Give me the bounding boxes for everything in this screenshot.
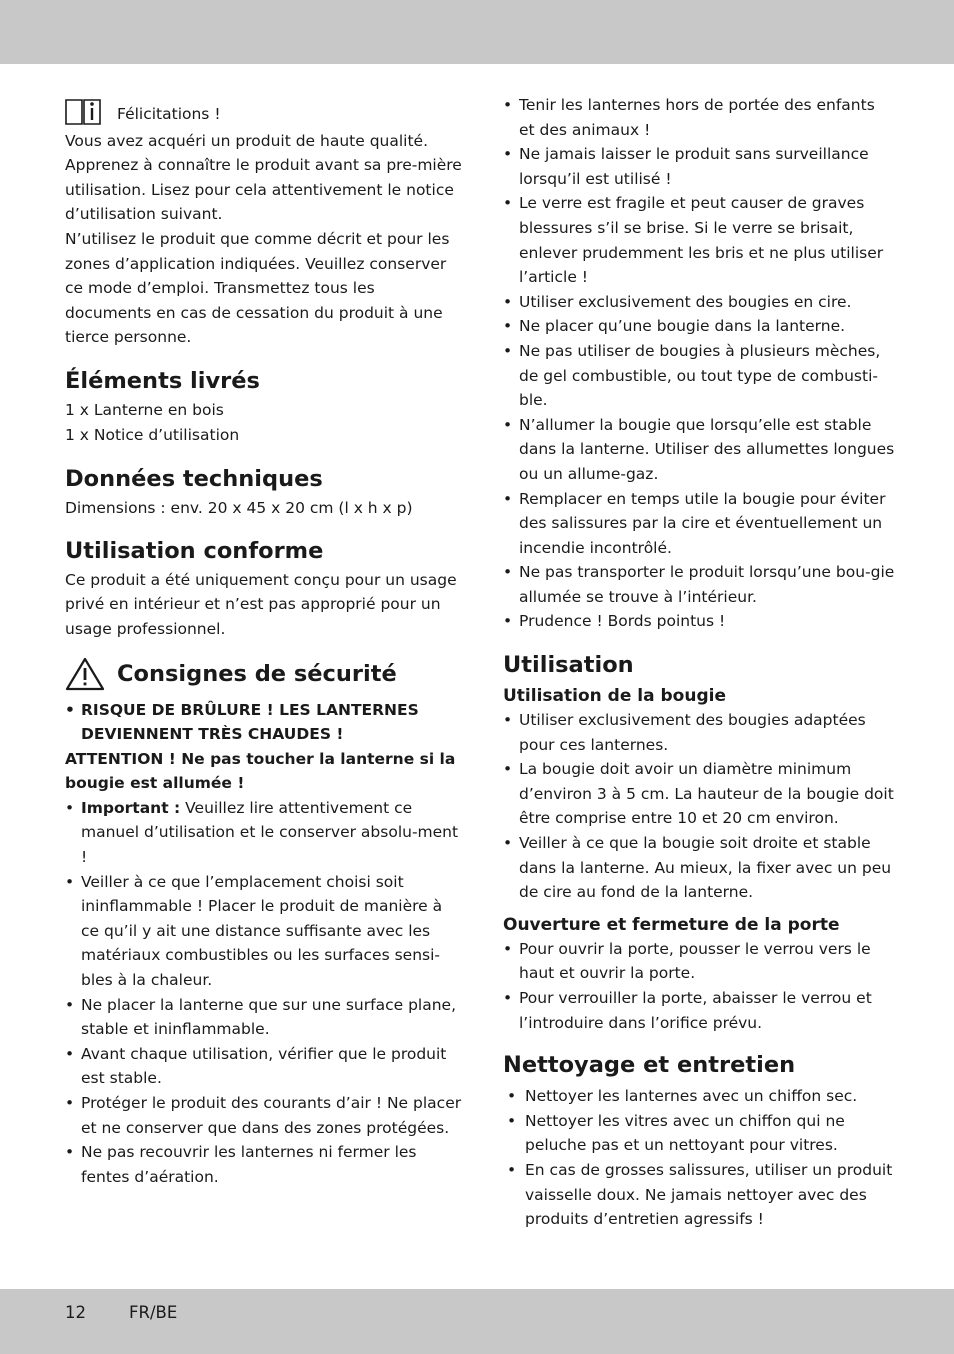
technical-title: Données techniques [65, 466, 323, 493]
safety-item: • Ne jamais laisser le produit sans surveillance lorsqu’il est utilisé ! [503, 142, 895, 191]
door-item: • Pour verrouiller la porte, abaisser le verrou et l’introduire dans l’orifice prévu. [503, 986, 895, 1035]
language-code: FR/BE [129, 1303, 178, 1322]
door-subtitle: Ouverture et fermeture de la porte [503, 914, 840, 935]
cleaning-item: • Nettoyer les lanternes avec un chiffon sec. [503, 1084, 895, 1109]
cleaning-title: Nettoyage et entretien [503, 1052, 796, 1079]
safety-list-left [65, 796, 465, 1190]
safety-item: • Remplacer en temps utile la bougie pour éviter des salissures par la cire et éventuellement un incendie incontrôlé. [503, 487, 895, 561]
safety-item: • Ne pas utiliser de bougies à plusieurs mèches, de gel combustible, ou tout type de combusti-ble. [503, 339, 895, 413]
safety-item: • Avant chaque utilisation, vérifier que le produit est stable. [65, 1042, 465, 1091]
safety-item: • N’allumer la bougie que lorsqu’elle est stable dans la lanterne. Utiliser des allumettes longues ou un allume-gaz. [503, 413, 895, 487]
safety-item: • Ne pas transporter le produit lorsqu’une bou-gie allumée se trouve à l’intérieur. [503, 560, 895, 609]
elements-title: Éléments livrés [65, 367, 260, 394]
candle-item: • La bougie doit avoir un diamètre minimum d’environ 3 à 5 cm. La hauteur de la bougie doit être comprise entre 10 et 20 cm environ. [503, 757, 895, 831]
safety-list-right [503, 93, 895, 634]
header-bar [0, 0, 954, 64]
cleaning-list [503, 1084, 895, 1232]
congrats-text: Félicitations ! [117, 105, 221, 123]
candle-subtitle: Utilisation de la bougie [503, 686, 726, 707]
candle-item: • Utiliser exclusivement des bougies adaptées pour ces lanternes. [503, 708, 895, 757]
safety-item: • Tenir les lanternes hors de portée des enfants et des animaux ! [503, 93, 895, 142]
left-column [65, 96, 465, 1189]
burn-risk-warning: • RISQUE DE BRÛLURE ! LES LANTERNES DEVIENNENT TRÈS CHAUDES ! [65, 698, 465, 747]
elements-item: 1 x Notice d’utilisation [65, 425, 240, 444]
important-text: Veuillez lire attentivement ce manuel d’utilisation et le conserver absolu-ment ! [81, 798, 459, 867]
door-list [503, 937, 895, 1035]
safety-item: • Protéger le produit des courants d’air ! Ne placer et ne conserver que dans des zones protégées. [65, 1091, 465, 1140]
safety-item: • Prudence ! Bords pointus ! [503, 609, 895, 634]
safety-item: • Ne pas recouvrir les lanternes ni fermer les fentes d’aération. [65, 1140, 465, 1189]
important-label: Important : [81, 798, 181, 817]
usage-text: Ce produit a été uniquement conçu pour un usage privé en intérieur et n’est pas approprié pour un usage professionnel. [65, 570, 457, 638]
cleaning-item: • Nettoyer les vitres avec un chiffon qui ne peluche pas et un nettoyant pour vitres. [503, 1109, 895, 1158]
usage-title: Utilisation conforme [65, 537, 324, 564]
safety-header [65, 656, 465, 692]
intro-paragraph-2: N’utilisez le produit que comme décrit et pour les zones d’application indiquées. Veuillez conserver ce mode d’emploi. Transmettez tous les documents en cas de cessation du produit à une tierce personne. [65, 229, 450, 347]
safety-item: • Ne placer la lanterne que sur une surface plane, stable et ininflammable. [65, 993, 465, 1042]
intro-header [65, 96, 465, 127]
operation-title: Utilisation [503, 652, 634, 679]
elements-item: 1 x Lanterne en bois [65, 400, 224, 419]
attention-text: ATTENTION ! Ne pas toucher la lanterne si la bougie est allumée ! [65, 749, 456, 793]
right-column [503, 93, 895, 1232]
safety-title: Consignes de sécurité [117, 660, 397, 687]
safety-item: • Le verre est fragile et peut causer de graves blessures s’il se brise. Si le verre se brisait, enlever prudemment les bris et ne plus utiliser l’article ! [503, 191, 895, 289]
page-number: 12 [65, 1303, 86, 1322]
safety-item: • Veiller à ce que l’emplacement choisi soit ininflammable ! Placer le produit de manière à ce qu’il y ait une distance suffisante avec les matériaux combustibles ou les surfaces sensi-bles à la chaleur. [65, 870, 465, 993]
candle-item: • Veiller à ce que la bougie soit droite et stable dans la lanterne. Au mieux, la fixer avec un peu de cire au fond de la lanterne. [503, 831, 895, 905]
warning-triangle-icon [65, 656, 105, 692]
safety-item: • Utiliser exclusivement des bougies en cire. [503, 290, 895, 315]
technical-dimensions: Dimensions : env. 20 x 45 x 20 cm (l x h x p) [65, 499, 413, 518]
info-book-icon [65, 96, 101, 126]
candle-list [503, 708, 895, 905]
intro-paragraph-1: Vous avez acquéri un produit de haute qualité. Apprenez à connaître le produit avant sa pre-mière utilisation. Lisez pour cela attentivement le notice d’utilisation suivant. [65, 131, 462, 224]
safety-important [65, 796, 465, 870]
door-item: • Pour ouvrir la porte, pousser le verrou vers le haut et ouvrir la porte. [503, 937, 895, 986]
burn-risk-list [65, 698, 465, 747]
cleaning-item: • En cas de grosses salissures, utiliser un produit vaisselle doux. Ne jamais nettoyer avec des produits d’entretien agressifs ! [503, 1158, 895, 1232]
safety-item: • Ne placer qu’une bougie dans la lanterne. [503, 314, 895, 339]
